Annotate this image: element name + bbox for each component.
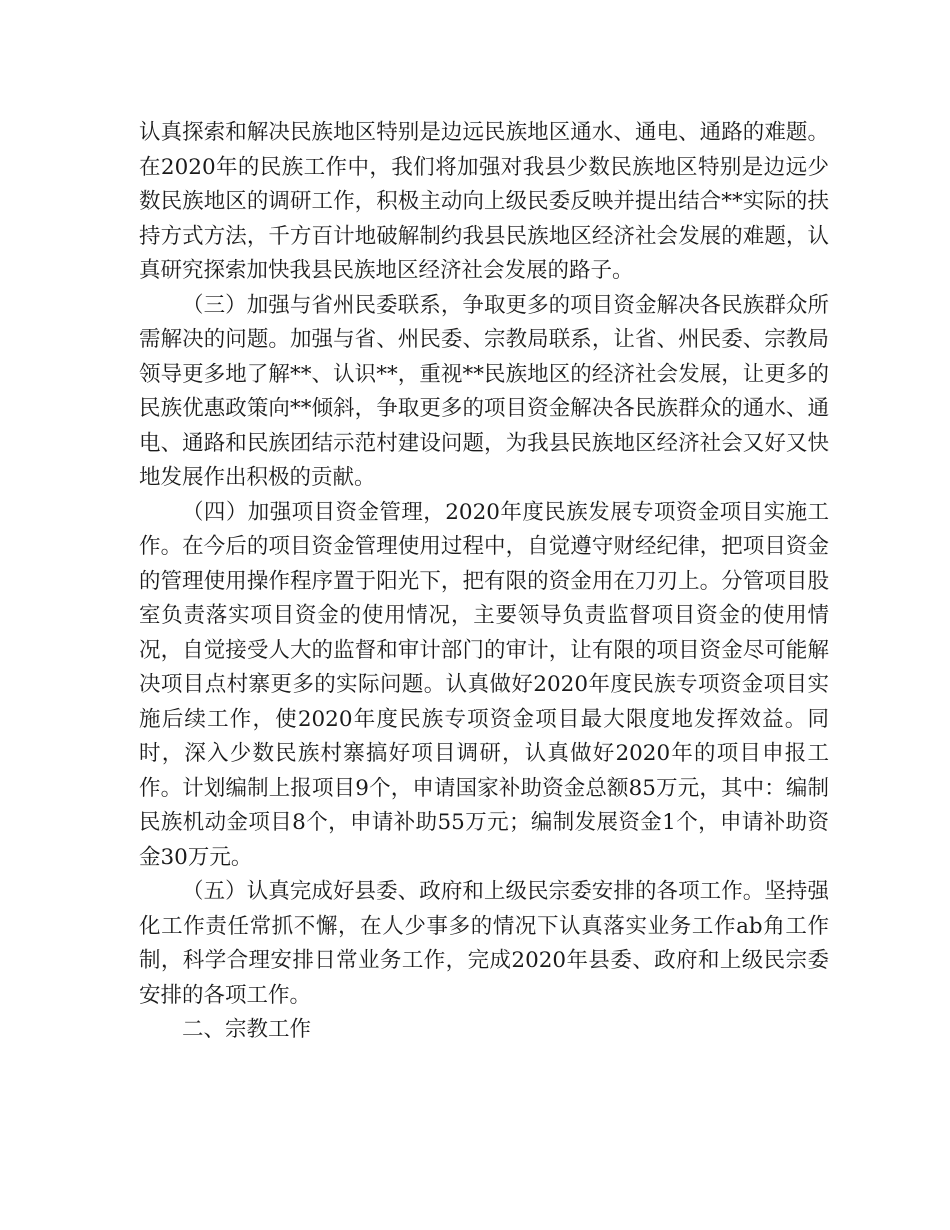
paragraph-section-three: （三）加强与省州民委联系，争取更多的项目资金解决各民族群众所需解决的问题。加强与省、州民委、宗教局联系，让省、州民委、宗教局领导更多地了解**、认识**，重视**民族地区的经济社会发展，让更多的民族优惠政策向**倾斜，争取更多的项目资金解决各民族群众的通水、通电、通路和民族团结示范村建设问题，为我县民族地区经济社会又好又快地发展作出积极的贡献。 [139, 292, 829, 490]
paragraph-section-four: （四）加强项目资金管理，2020年度民族发展专项资金项目实施工作。在今后的项目资金管理使用过程中，自觉遵守财经纪律，把项目资金的管理使用操作程序置于阳光下，把有限的资金用在刀刃上。分管项目股室负责落实项目资金的使用情况，主要领导负责监督项目资金的使用情况，自觉接受人大的监督和审计部门的审计，让有限的项目资金尽可能解决项目点村寨更多的实际问题。认真做好2020年度民族专项资金项目实施后续工作，使2020年度民族专项资金项目最大限度地发挥效益。同时，深入少数民族村寨搞好项目调研，认真做好2020年的项目申报工作。计划编制上报项目9个，申请国家补助资金总额85万元，其中：编制民族机动金项目8个，申请补助55万元；编制发展资金1个，申请补助资金30万元。 [139, 499, 829, 870]
document-page [139, 116, 829, 1048]
section-heading-religion: 二、宗教工作 [182, 1017, 312, 1042]
paragraph-continuation: 认真探索和解决民族地区特别是边远民族地区通水、通电、通路的难题。在2020年的民族工作中，我们将加强对我县少数民族地区特别是边远少数民族地区的调研工作，积极主动向上级民委反映并提出结合**实际的扶持方式方法，千方百计地破解制约我县民族地区经济社会发展的难题，认真研究探索加快我县民族地区经济社会发展的路子。 [139, 120, 829, 283]
paragraph-section-five: （五）认真完成好县委、政府和上级民宗委安排的各项工作。坚持强化工作责任常抓不懈，在人少事多的情况下认真落实业务工作ab角工作制，科学合理安排日常业务工作，完成2020年县委、政府和上级民宗委安排的各项工作。 [139, 879, 829, 1008]
